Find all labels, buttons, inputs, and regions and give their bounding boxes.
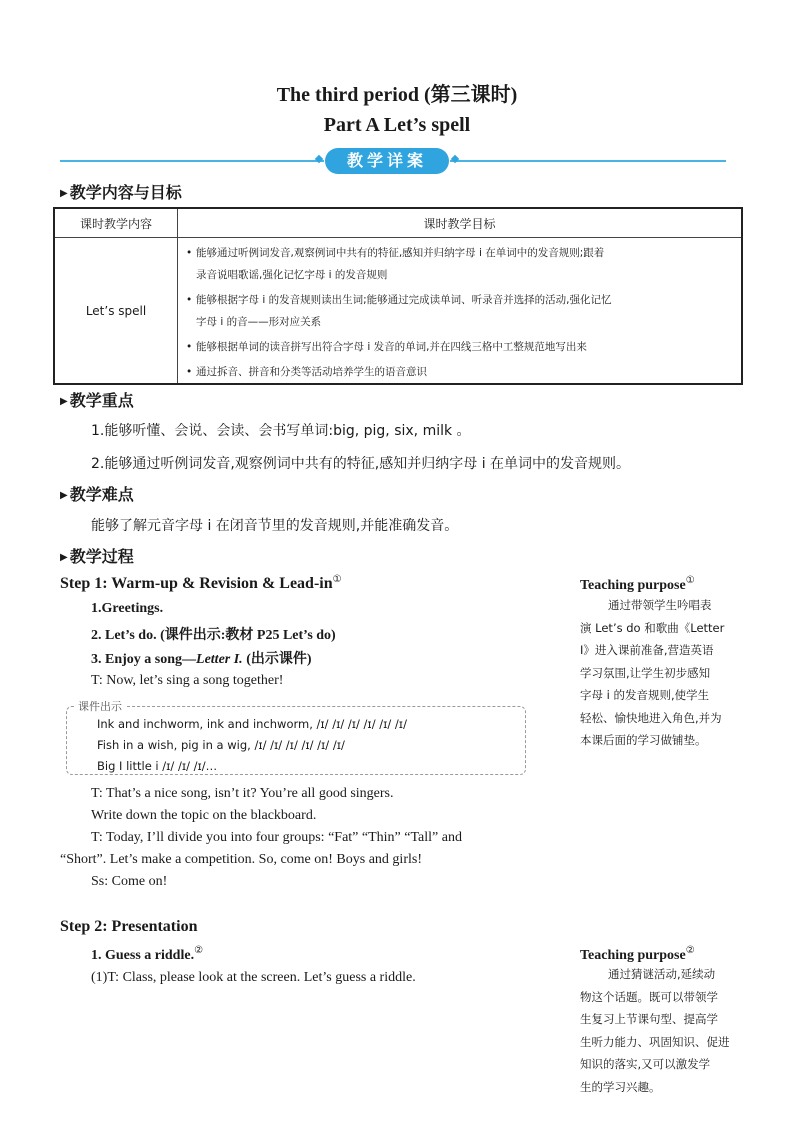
step1-title (60, 574, 342, 593)
step1-item-greetings: 1.Greetings. (91, 601, 164, 616)
difficult-heading-text: 教学难点 (69, 485, 134, 504)
goal-line: 录音说唱歌谣,强化记忆字母 i 的发音规则 (196, 269, 388, 281)
lyric-line: Big I little i /ɪ/ /ɪ/ /ɪ/… (97, 759, 218, 773)
goal-line: 通过拆音、拼音和分类等活动培养学生的语音意识 (196, 366, 427, 378)
footnote-mark: ② (685, 945, 695, 956)
key-point-1: 1.能够听懂、会说、会读、会书写单词:big, pig, six, milk 。 (91, 423, 471, 439)
teacher-line: T: Now, let’s sing a song together! (91, 673, 284, 688)
bullet-icon: • (186, 341, 193, 353)
teacher-line: (1)T: Class, please look at the screen. Let’s guess a riddle. (91, 970, 416, 985)
bullet-icon: • (186, 247, 193, 259)
objectives-heading-text: 教学内容与目标 (69, 183, 182, 202)
goal-line: 字母 i 的音——形对应关系 (196, 316, 322, 328)
teacher-line: T: That’s a nice song, isn’t it? You’re all good singers. (91, 786, 394, 801)
table-header-goals: 课时教学目标 (178, 208, 743, 238)
step1-title-text: Step 1: Warm-up & Revision & Lead-in (60, 575, 333, 592)
goal-item (178, 289, 741, 333)
purpose-line: 轻松、愉快地进入角色,并为 (580, 710, 722, 725)
key-points-heading-text: 教学重点 (69, 391, 134, 410)
purpose-line: 通过带领学生吟唱表 (608, 598, 712, 612)
purpose-heading-text: Teaching purpose (580, 578, 686, 593)
goal-item (178, 336, 741, 358)
purpose-line: 学习氛围,让学生初步感知 (580, 665, 711, 680)
teaching-purpose-1-text (580, 594, 750, 752)
purpose-line: 生复习上节课句型、提高学 (580, 1012, 718, 1026)
purpose-line: 通过猜谜活动,延续动 (608, 967, 716, 981)
courseware-box-label: 课件出示 (74, 698, 126, 714)
goal-line: 能够根据字母 i 的发音规则读出生词;能够通过完成读单词、听录音并选择的活动,强化记忆 (196, 294, 612, 306)
goal-item (178, 242, 741, 286)
triangle-bullet-icon: ▶ (60, 188, 68, 199)
purpose-line: 物这个话题。既可以带领学 (580, 989, 718, 1004)
students-line: Ss: Come on! (91, 874, 168, 889)
teaching-purpose-2-text (580, 963, 750, 1098)
purpose-line: 本课后面的学习做铺垫。 (580, 733, 707, 747)
footnote-mark: ① (332, 574, 342, 585)
banner-rule-right (450, 160, 726, 162)
difficult-text: 能够了解元音字母 i 在闭音节里的发音规则,并能准确发音。 (91, 518, 459, 534)
teacher-line-cont: “Short”. Let’s make a competition. So, come on! Boys and girls! (60, 852, 422, 867)
step2-title: Step 2: Presentation (60, 918, 198, 935)
footnote-mark: ① (685, 575, 695, 586)
page-title: The third period (第三课时) (276, 84, 518, 106)
purpose-line: 生听力能力、巩固知识、促进 (580, 1034, 730, 1049)
lyric-line: Ink and inchworm, ink and inchworm, /ɪ/ /ɪ/ /ɪ/ /ɪ/ /ɪ/ /ɪ/ (97, 717, 407, 731)
purpose-line: 字母 i 的发音规则,使学生 (580, 688, 710, 702)
triangle-bullet-icon: ▶ (60, 552, 68, 563)
teacher-line: T: Today, I’ll divide you into four groups: “Fat” “Thin” “Tall” and (91, 830, 462, 845)
difficult-heading (60, 482, 134, 505)
purpose-line: 演 Let’s do 和歌曲《Letter (580, 620, 725, 635)
bullet-icon: • (186, 366, 193, 378)
footnote-mark: ② (194, 945, 204, 956)
triangle-bullet-icon: ▶ (60, 490, 68, 501)
song-text: 3. Enjoy a song— (91, 652, 197, 667)
page-subtitle: Part A Let’s spell (323, 114, 471, 136)
step2-item-riddle (91, 945, 203, 964)
goal-line: 能够根据单词的读音拼写出符合字母 i 发音的单词,并在四线三格中工整规范地写出来 (196, 341, 587, 353)
key-point-2: 2.能够通过听例词发音,观察例词中共有的特征,感知并归纳字母 i 在单词中的发音规则。 (91, 456, 631, 472)
process-heading-text: 教学过程 (69, 547, 134, 566)
song-title: Letter I. (196, 652, 243, 667)
bullet-icon: • (186, 294, 193, 306)
song-note: (出示课件) (242, 652, 312, 667)
riddle-text: 1. Guess a riddle. (91, 948, 195, 963)
instruction-line: Write down the topic on the blackboard. (91, 808, 317, 823)
triangle-bullet-icon: ▶ (60, 396, 68, 407)
lyric-line: Fish in a wish, pig in a wig, /ɪ/ /ɪ/ /ɪ/ /ɪ/ /ɪ/ /ɪ/ (97, 738, 345, 752)
purpose-heading-text: Teaching purpose (580, 948, 686, 963)
teaching-purpose-1-heading (580, 575, 695, 594)
objectives-table (53, 207, 743, 385)
key-points-heading (60, 388, 134, 411)
purpose-line: I》进入课前准备,营造英语 (580, 643, 714, 657)
section-banner: 教学详案 (325, 148, 449, 174)
table-cell-content: Let’s spell (54, 238, 178, 385)
purpose-line: 知识的落实,又可以激发学 (580, 1057, 711, 1071)
process-heading (60, 544, 134, 567)
teaching-purpose-2-heading (580, 945, 695, 964)
goal-item (178, 361, 741, 383)
goal-line: 能够通过听例词发音,观察例词中共有的特征,感知并归纳字母 i 在单词中的发音规则;跟着 (196, 247, 605, 259)
step1-item-song (91, 648, 312, 668)
banner-rule-left (60, 160, 324, 162)
purpose-line: 生的学习兴趣。 (580, 1079, 661, 1094)
step1-item-lets-do: 2. Let’s do. (课件出示:教材 P25 Let’s do) (91, 628, 336, 643)
table-cell-goals (178, 238, 743, 385)
table-header-content: 课时教学内容 (54, 208, 178, 238)
objectives-heading (60, 180, 182, 203)
